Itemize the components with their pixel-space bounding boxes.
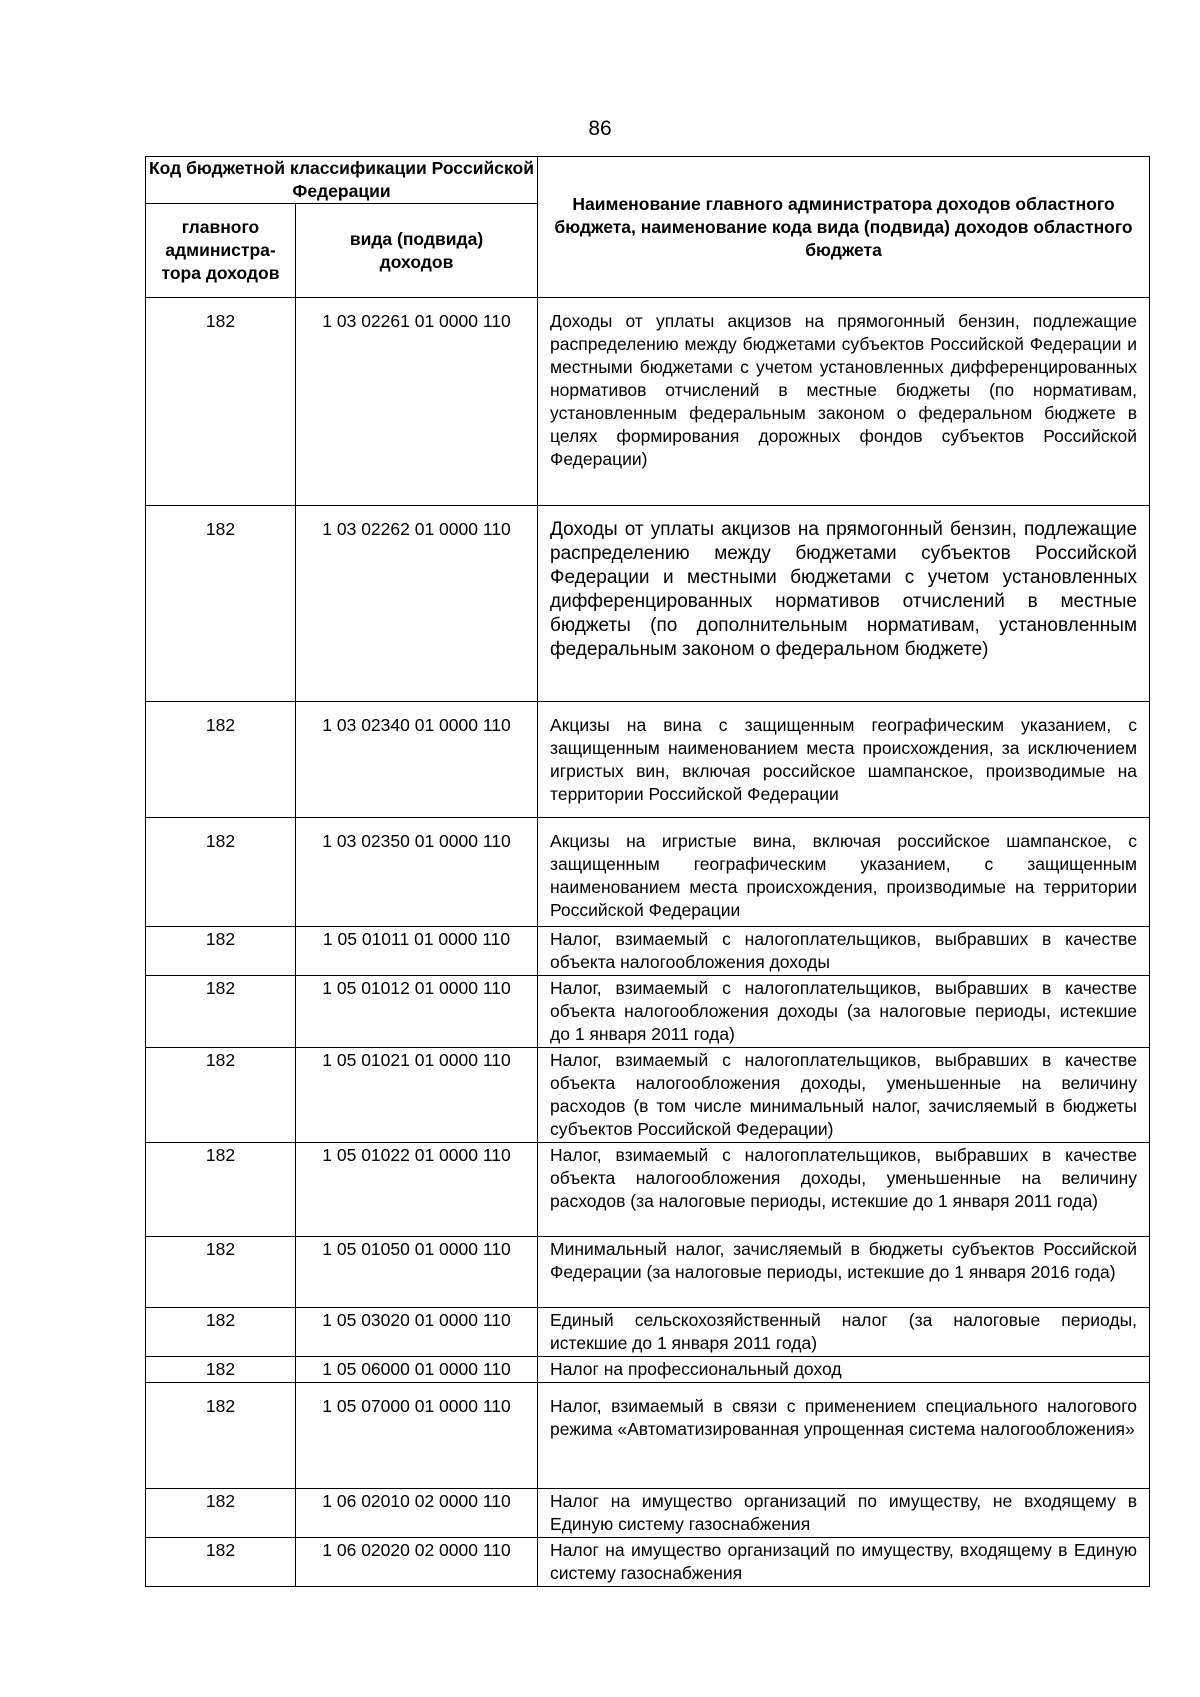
budget-classification-table	[145, 156, 1150, 1587]
table-row	[146, 1048, 1150, 1143]
income-code-cell: 1 05 01011 01 0000 110	[296, 927, 538, 976]
income-name-cell: Акцизы на игристые вина, включая российское шампанское, с защищенным географическим указанием, с защищенным наименованием места происхождения, производимые на территории Российской Федерации	[538, 818, 1150, 927]
table-row	[146, 818, 1150, 927]
income-code-cell: 1 05 06000 01 0000 110	[296, 1357, 538, 1383]
income-name-cell: Налог, взимаемый с налогоплательщиков, выбравших в качестве объекта налогообложения доходы (за налоговые периоды, истекшие до 1 января 2011 года)	[538, 976, 1150, 1048]
income-name-cell: Налог, взимаемый в связи с применением специального налогового режима «Автоматизированная упрощенная система налогообложения»	[538, 1383, 1150, 1489]
admin-code-cell: 182	[146, 1489, 296, 1538]
table-row	[146, 1383, 1150, 1489]
admin-code-cell: 182	[146, 818, 296, 927]
table-row	[146, 298, 1150, 506]
admin-code-cell: 182	[146, 1383, 296, 1489]
income-name-cell: Налог на имущество организаций по имуществу, входящему в Единую систему газоснабжения	[538, 1538, 1150, 1587]
table-row	[146, 976, 1150, 1048]
admin-code-cell: 182	[146, 1237, 296, 1308]
income-name-cell: Акцизы на вина с защищенным географическим указанием, с защищенным наименованием места происхождения, за исключением игристых вин, включая российское шампанское, производимые на территории Российской Федерации	[538, 702, 1150, 818]
income-code-cell: 1 06 02020 02 0000 110	[296, 1538, 538, 1587]
page-number: 86	[588, 117, 612, 140]
header-income-type: вида (подвида) доходов	[296, 204, 538, 298]
income-code-cell: 1 05 01021 01 0000 110	[296, 1048, 538, 1143]
income-code-cell: 1 05 01012 01 0000 110	[296, 976, 538, 1048]
header-administrator-name: Наименование главного администратора доходов областного бюджета, наименование кода вида (подвида) доходов областного бюджета	[538, 157, 1150, 298]
admin-code-cell: 182	[146, 1048, 296, 1143]
table-row	[146, 1237, 1150, 1308]
income-code-cell: 1 05 01022 01 0000 110	[296, 1143, 538, 1237]
admin-code-cell: 182	[146, 506, 296, 702]
income-code-cell: 1 03 02261 01 0000 110	[296, 298, 538, 506]
table-row	[146, 702, 1150, 818]
income-name-cell: Единый сельскохозяйственный налог (за налоговые периоды, истекшие до 1 января 2011 года)	[538, 1308, 1150, 1357]
income-code-cell: 1 05 03020 01 0000 110	[296, 1308, 538, 1357]
admin-code-cell: 182	[146, 927, 296, 976]
income-name-cell: Налог, взимаемый с налогоплательщиков, выбравших в качестве объекта налогообложения доходы, уменьшенные на величину расходов (в том числе минимальный налог, зачисляемый в бюджеты субъектов Российской Федерации)	[538, 1048, 1150, 1143]
income-name-cell: Доходы от уплаты акцизов на прямогонный бензин, подлежащие распределению между бюджетами субъектов Российской Федерации и местными бюджетами с учетом установленных дифференцированных нормативов отчислений в местные бюджеты (по дополнительным нормативам, установленным федеральным законом о федеральном бюджете)	[538, 506, 1150, 702]
income-name-cell: Налог на профессиональный доход	[538, 1357, 1150, 1383]
income-code-cell: 1 05 07000 01 0000 110	[296, 1383, 538, 1489]
table-row	[146, 927, 1150, 976]
admin-code-cell: 182	[146, 1308, 296, 1357]
table-row	[146, 1143, 1150, 1237]
header-main-administrator: главного администра-тора доходов	[146, 204, 296, 298]
admin-code-cell: 182	[146, 1357, 296, 1383]
admin-code-cell: 182	[146, 298, 296, 506]
table-row	[146, 1357, 1150, 1383]
income-code-cell: 1 06 02010 02 0000 110	[296, 1489, 538, 1538]
table-row	[146, 506, 1150, 702]
table-row	[146, 1489, 1150, 1538]
table-row	[146, 1538, 1150, 1587]
income-name-cell: Налог, взимаемый с налогоплательщиков, выбравших в качестве объекта налогообложения доходы	[538, 927, 1150, 976]
income-code-cell: 1 03 02350 01 0000 110	[296, 818, 538, 927]
income-name-cell: Налог на имущество организаций по имуществу, не входящему в Единую систему газоснабжения	[538, 1489, 1150, 1538]
table-row	[146, 1308, 1150, 1357]
income-code-cell: 1 03 02340 01 0000 110	[296, 702, 538, 818]
admin-code-cell: 182	[146, 1538, 296, 1587]
income-name-cell: Минимальный налог, зачисляемый в бюджеты субъектов Российской Федерации (за налоговые периоды, истекшие до 1 января 2016 года)	[538, 1237, 1150, 1308]
income-code-cell: 1 03 02262 01 0000 110	[296, 506, 538, 702]
admin-code-cell: 182	[146, 702, 296, 818]
admin-code-cell: 182	[146, 1143, 296, 1237]
income-name-cell: Доходы от уплаты акцизов на прямогонный бензин, подлежащие распределению между бюджетами субъектов Российской Федерации и местными бюджетами с учетом установленных дифференцированных нормативов отчислений в местные бюджеты (по нормативам, установленным федеральным законом о федеральном бюджете в целях формирования дорожных фондов субъектов Российской Федерации)	[538, 298, 1150, 506]
admin-code-cell: 182	[146, 976, 296, 1048]
header-classification-code: Код бюджетной классификации Российской Федерации	[146, 157, 538, 204]
income-name-cell: Налог, взимаемый с налогоплательщиков, выбравших в качестве объекта налогообложения доходы, уменьшенные на величину расходов (за налоговые периоды, истекшие до 1 января 2011 года)	[538, 1143, 1150, 1237]
income-code-cell: 1 05 01050 01 0000 110	[296, 1237, 538, 1308]
table-body	[146, 298, 1150, 1587]
